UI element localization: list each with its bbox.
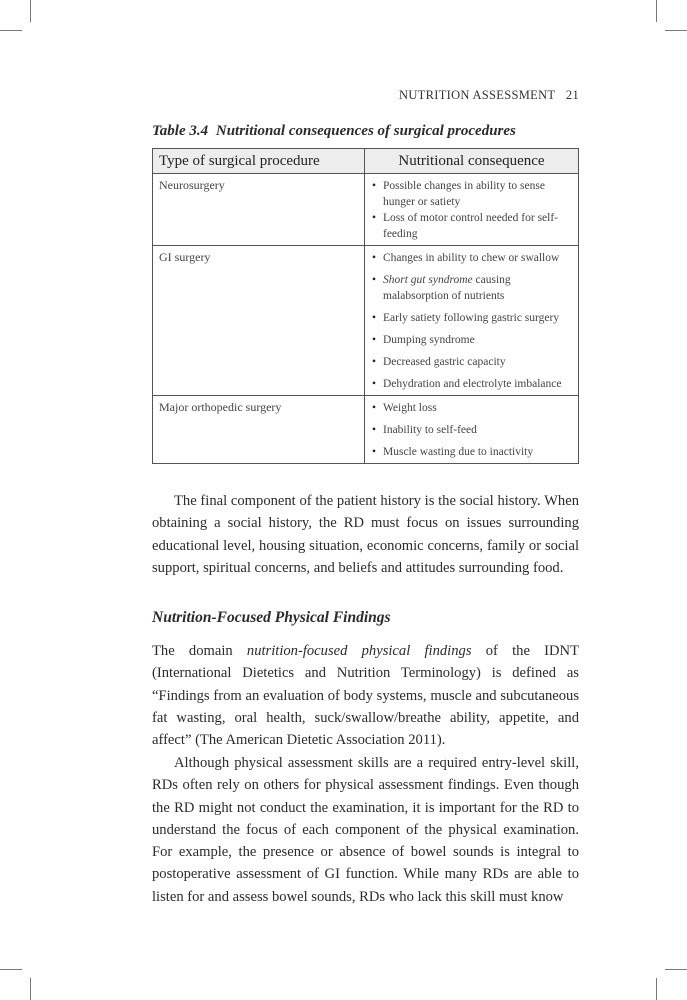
consequence-item: • Early satiety following gastric surgery <box>371 310 572 326</box>
consequence-cell <box>365 246 579 396</box>
table-caption <box>152 123 516 140</box>
consequence-item: • Dumping syndrome <box>371 332 572 348</box>
procedure-cell: Neurosurgery <box>153 174 365 246</box>
procedure-cell: GI surgery <box>153 246 365 396</box>
consequence-cell <box>365 174 579 246</box>
paragraph-social-history: The final component of the patient history is the social history. When obtaining a social history, the RD must focus on issues surrounding educational level, housing situation, economic concerns, family or social support, spiritual concerns, and beliefs and attitudes surrounding food. <box>152 493 579 576</box>
table-row <box>153 246 579 396</box>
crop-mark-bottom-right-v <box>656 978 657 1000</box>
consequence-item: • Changes in ability to chew or swallow <box>371 250 572 266</box>
running-head <box>399 88 579 103</box>
paragraph-idnt-domain <box>152 640 579 751</box>
consequence-item: • Muscle wasting due to inactivity <box>371 444 572 460</box>
crop-mark-top-right-h <box>665 30 687 31</box>
procedure-cell: Major orthopedic surgery <box>153 396 365 464</box>
section-heading: Nutrition-Focused Physical Findings <box>152 609 391 626</box>
consequence-item: • Decreased gastric capacity <box>371 354 572 370</box>
consequence-item: • Dehydration and electrolyte imbalance <box>371 376 572 392</box>
paragraph-idnt-start: The domain <box>152 643 247 659</box>
page-number: 21 <box>565 88 579 102</box>
paragraph-idnt-italic: nutrition-focused physical findings <box>246 643 472 659</box>
running-head-title: NUTRITION ASSESSMENT <box>399 88 556 102</box>
paragraph-physical-assessment: Although physical assessment skills are a required entry-level skill, RDs often rely on others for physical assessment findings. Even though the RD might not conduct the examination, it is important for the RD to understand the focus of each component of the physical examination. For example, the presence or absence of bowel sounds is integral to postoperative assessment of GI function. While many RDs are able to listen for and assess bowel sounds, RDs who lack this skill must know <box>152 755 579 905</box>
consequence-item-italic: Short gut syndrome <box>383 274 473 286</box>
consequences-table <box>152 148 579 464</box>
crop-mark-top-right-v <box>656 0 657 22</box>
consequence-item <box>371 272 572 304</box>
crop-mark-bottom-right-h <box>665 969 687 970</box>
table-title: Nutritional consequences of surgical procedures <box>215 123 516 139</box>
table-row <box>153 396 579 464</box>
paragraph-idnt-rest: of the IDNT (International Dietetics and Nutrition Terminology) is defined as “Findings from an evaluation of body systems, muscle and subcutaneous fat wasting, oral health, suck/swallow/breathe ability, appetite, and affect” (The American Dietetic Association 2011). <box>152 643 579 749</box>
col-header-procedure: Type of surgical procedure <box>153 149 365 174</box>
table-header-row <box>153 149 579 174</box>
crop-mark-top-left-h <box>0 30 22 31</box>
table-row <box>153 174 579 246</box>
consequence-cell <box>365 396 579 464</box>
consequence-item: • Loss of motor control needed for self-feeding <box>371 210 572 242</box>
crop-mark-top-left-v <box>30 0 31 22</box>
crop-mark-bottom-left-v <box>30 978 31 1000</box>
table-label: Table 3.4 <box>152 123 209 139</box>
consequence-item: • Possible changes in ability to sense hunger or satiety <box>371 178 572 210</box>
consequence-item: • Weight loss <box>371 400 572 416</box>
consequence-item-rest: causing malabsorption of nutrients <box>383 274 511 302</box>
crop-mark-bottom-left-h <box>0 969 22 970</box>
consequence-item: • Inability to self-feed <box>371 422 572 438</box>
col-header-consequence: Nutritional consequence <box>365 149 579 174</box>
